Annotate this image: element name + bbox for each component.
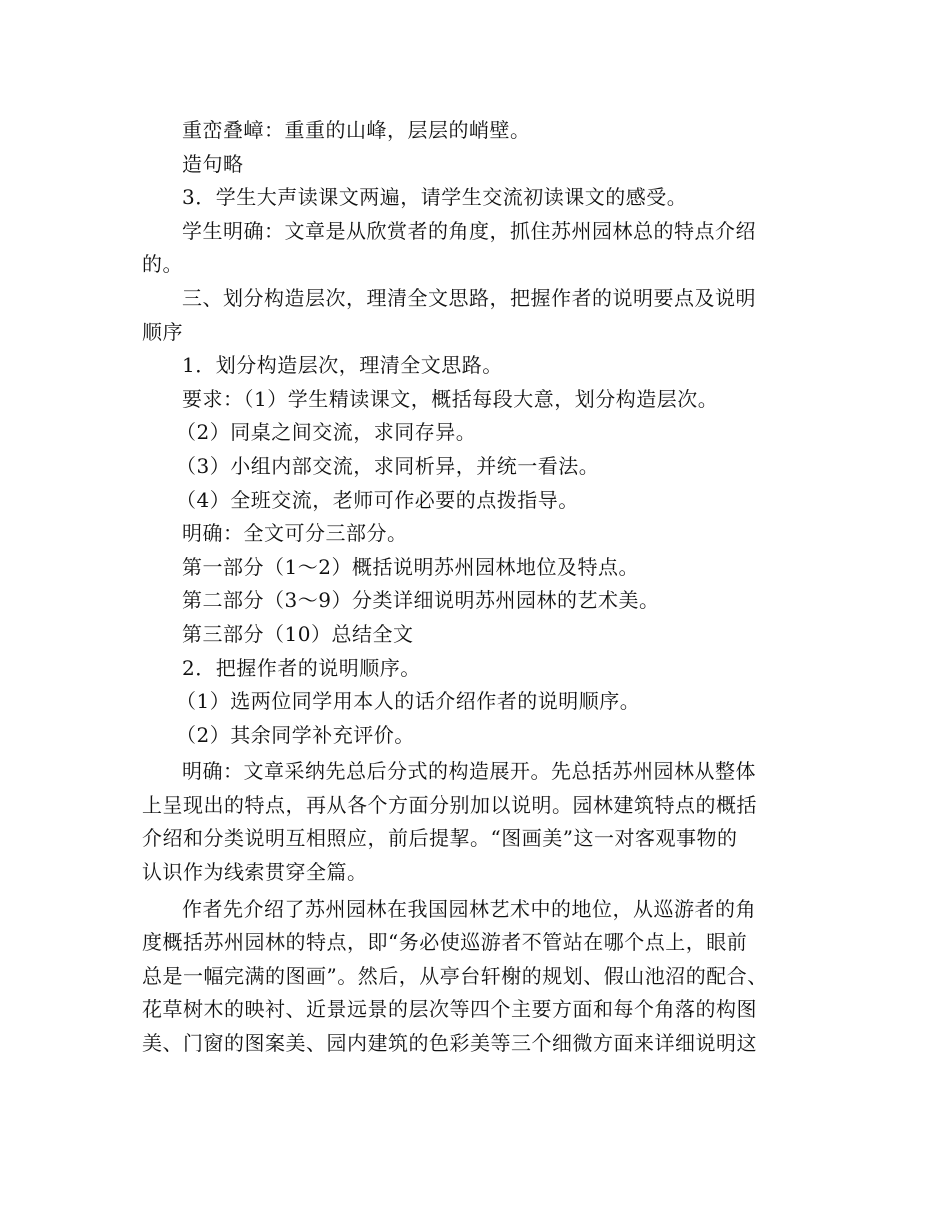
- text-line: 的。: [142, 252, 183, 277]
- text-line: 介绍和分类说明互相照应，前后提挈。“图画美”这一对客观事物的: [142, 826, 738, 851]
- text-line: 三、划分构造层次，理清全文思路，把握作者的说明要点及说明: [182, 285, 756, 310]
- text-line: （1）选两位同学用本人的话介绍作者的说明顺序。: [176, 689, 641, 714]
- text-line: 顺序: [142, 319, 183, 344]
- text-line: 明确：全文可分三部分。: [182, 521, 408, 546]
- text-line: 总是一幅完满的图画”。然后，从亭台轩榭的规划、假山池沼的配合、: [142, 963, 768, 988]
- text-line: 学生明确：文章是从欣赏者的角度，抓住苏州园林总的特点介绍: [182, 218, 756, 243]
- text-line: 明确：文章采纳先总后分式的构造展开。先总括苏州园林从整体: [182, 759, 756, 784]
- text-line: 2．把握作者的说明顺序。: [182, 655, 421, 680]
- text-line: 上呈现出的特点，再从各个方面分别加以说明。园林建筑特点的概括: [142, 792, 757, 817]
- text-line: 重峦叠嶂：重重的山峰，层层的峭壁。: [182, 118, 531, 142]
- body-text: [142, 114, 812, 1061]
- text-line: 第二部分（3～9）分类详细说明苏州园林的艺术美。: [182, 588, 660, 613]
- text-line: 作者先介绍了苏州园林在我国园林艺术中的地位，从巡游者的角: [182, 896, 756, 921]
- text-line: 第三部分（10）总结全文: [182, 621, 414, 646]
- text-line: 造句略: [182, 151, 244, 176]
- text-line: 度概括苏州园林的特点，即“务必使巡游者不管站在哪个点上，眼前: [142, 930, 748, 955]
- text-line: 花草树木的映衬、近景远景的层次等四个主要方面和每个角落的构图: [142, 997, 757, 1022]
- text-line: 要求：（1）学生精读课文，概括每段大意，划分构造层次。: [182, 386, 719, 411]
- text-line: （2）其余同学补充评价。: [176, 722, 415, 747]
- text-line: 1．划分构造层次，理清全文思路。: [182, 353, 503, 378]
- text-line: （3）小组内部交流，求同析异，并统一看法。: [176, 453, 600, 478]
- text-line: （4）全班交流，老师可作必要的点拨指导。: [176, 487, 579, 512]
- text-line: 认识作为线索贯穿全篇。: [142, 860, 368, 885]
- text-line: 美、门窗的图案美、园内建筑的色彩美等三个细微方面来详细说明这: [142, 1031, 757, 1056]
- text-line: 3．学生大声读课文两遍，请学生交流初读课文的感受。: [182, 185, 688, 210]
- text-line: 第一部分（1～2）概括说明苏州园林地位及特点。: [182, 554, 639, 579]
- text-line: （2）同桌之间交流，求同存异。: [176, 420, 477, 445]
